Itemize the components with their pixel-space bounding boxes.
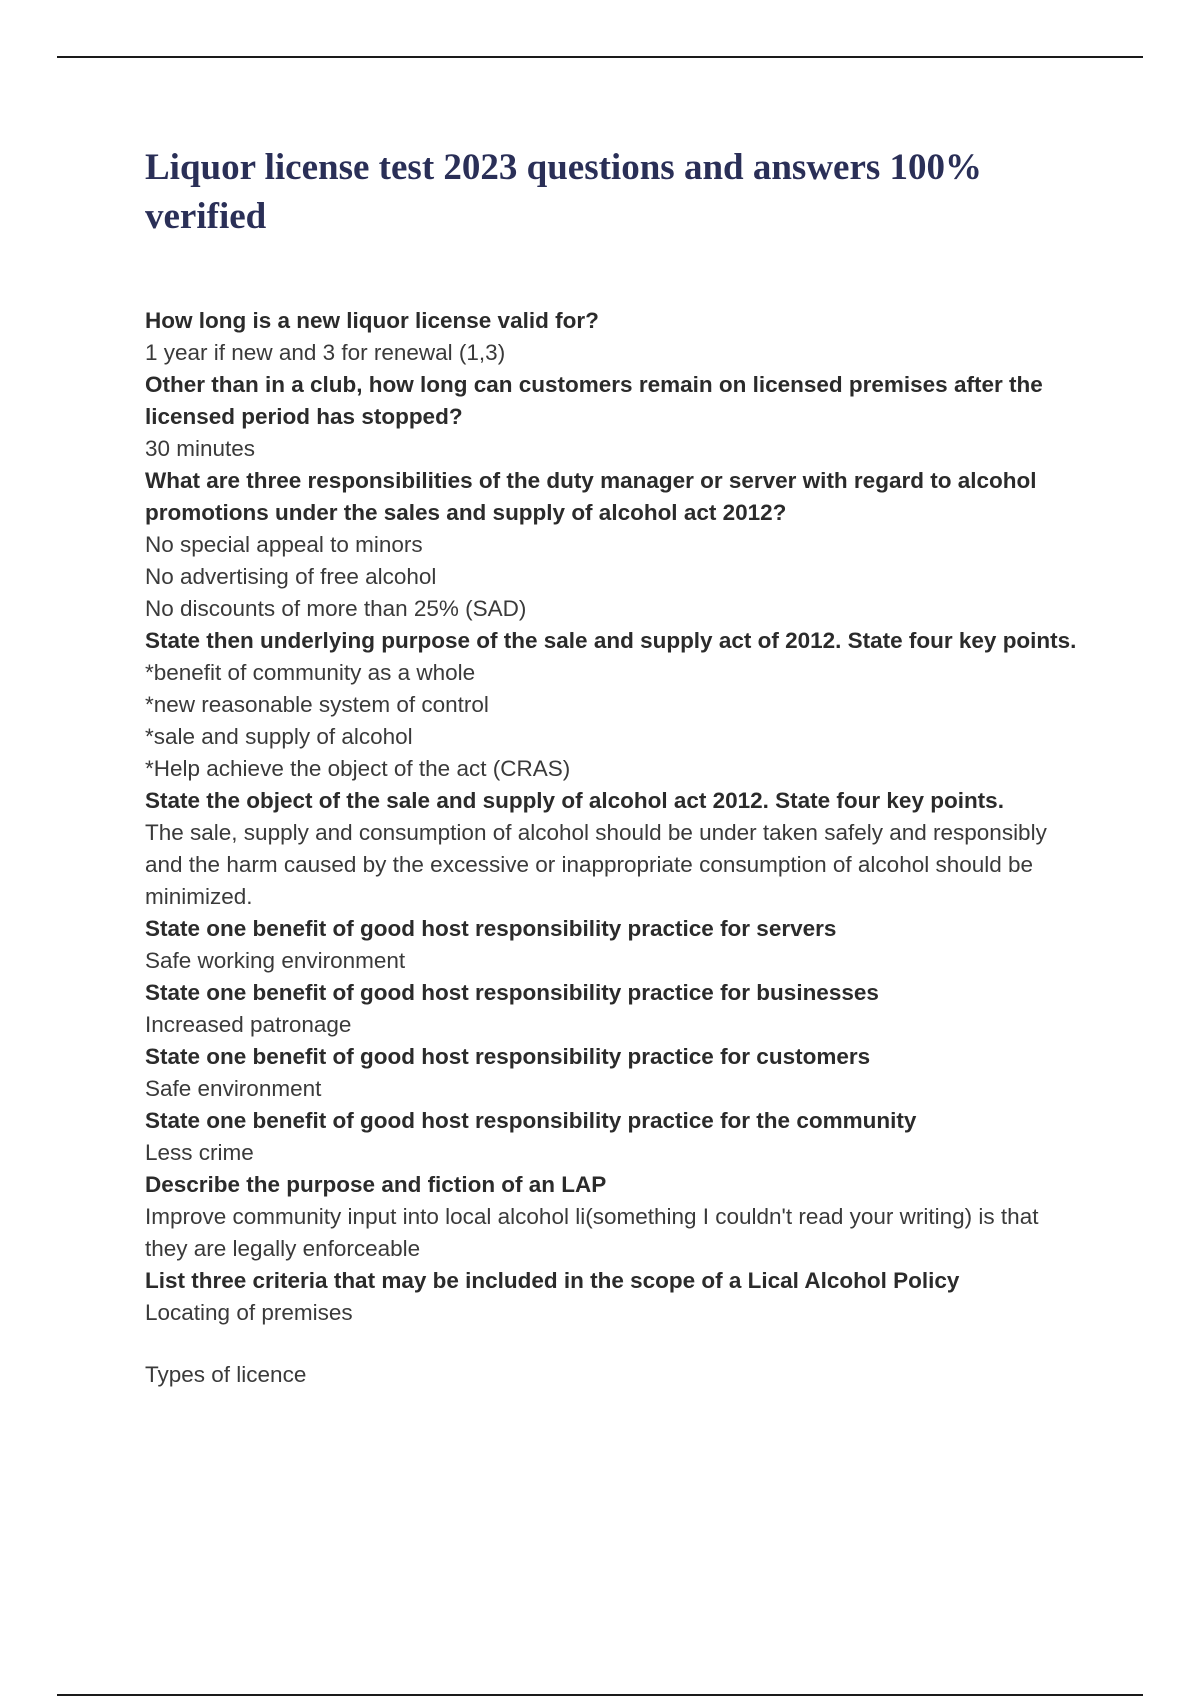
qa-item <box>145 1265 1085 1391</box>
answer-text: 30 minutes <box>145 436 256 461</box>
qa-item <box>145 977 1085 1041</box>
qa-item <box>145 785 1085 913</box>
qa-item <box>145 913 1085 977</box>
question-text: State the object of the sale and supply of alcohol act 2012. State four key points. <box>145 788 1004 813</box>
qa-item <box>145 465 1085 625</box>
question-text: Other than in a club, how long can customers remain on licensed premises after the licensed period has stopped? <box>145 372 1043 429</box>
question-text: What are three responsibilities of the duty manager or server with regard to alcohol promotions under the sales and supply of alcohol act 2012? <box>145 468 1037 525</box>
answer-text: No discounts of more than 25% (SAD) <box>145 596 527 621</box>
answer-text: Increased patronage <box>145 1012 352 1037</box>
question-text: State then underlying purpose of the sale and supply act of 2012. State four key points. <box>145 628 1077 653</box>
answer-text: Less crime <box>145 1140 254 1165</box>
answer-text: Improve community input into local alcohol li(something I couldn't read your writing) is that they are legally enforceable <box>145 1204 1039 1261</box>
answer-text: Safe working environment <box>145 948 406 973</box>
answer-text: *new reasonable system of control <box>145 692 489 717</box>
answer-text: Types of licence <box>145 1362 307 1387</box>
qa-item <box>145 1169 1085 1265</box>
qa-item <box>145 1041 1085 1105</box>
qa-item <box>145 625 1085 785</box>
bottom-divider <box>57 1694 1143 1696</box>
answer-text: No special appeal to minors <box>145 532 423 557</box>
question-text: State one benefit of good host responsibility practice for servers <box>145 916 837 941</box>
answer-text: No advertising of free alcohol <box>145 564 437 589</box>
answer-text: *Help achieve the object of the act (CRAS) <box>145 756 571 781</box>
question-text: State one benefit of good host responsibility practice for businesses <box>145 980 879 1005</box>
question-text: Describe the purpose and fiction of an LAP <box>145 1172 607 1197</box>
document-title: Liquor license test 2023 questions and answers 100% verified <box>145 147 983 237</box>
answer-text: Locating of premises <box>145 1300 353 1325</box>
qa-list <box>145 305 1085 1391</box>
question-text: State one benefit of good host responsibility practice for the community <box>145 1108 917 1133</box>
qa-item <box>145 369 1085 465</box>
question-text: How long is a new liquor license valid for? <box>145 308 599 333</box>
top-divider <box>57 56 1143 58</box>
answer-text: The sale, supply and consumption of alcohol should be under taken safely and responsibly and the harm caused by the excessive or inappropriate consumption of alcohol should be minimized. <box>145 820 1047 909</box>
answer-text: Safe environment <box>145 1076 322 1101</box>
question-text: List three criteria that may be included in the scope of a Lical Alcohol Policy <box>145 1268 960 1293</box>
qa-item <box>145 1105 1085 1169</box>
answer-spacer <box>145 1329 1085 1359</box>
answer-text: 1 year if new and 3 for renewal (1,3) <box>145 340 506 365</box>
answer-text: *sale and supply of alcohol <box>145 724 413 749</box>
answer-text: *benefit of community as a whole <box>145 660 476 685</box>
question-text: State one benefit of good host responsibility practice for customers <box>145 1044 871 1069</box>
qa-item <box>145 305 1085 369</box>
